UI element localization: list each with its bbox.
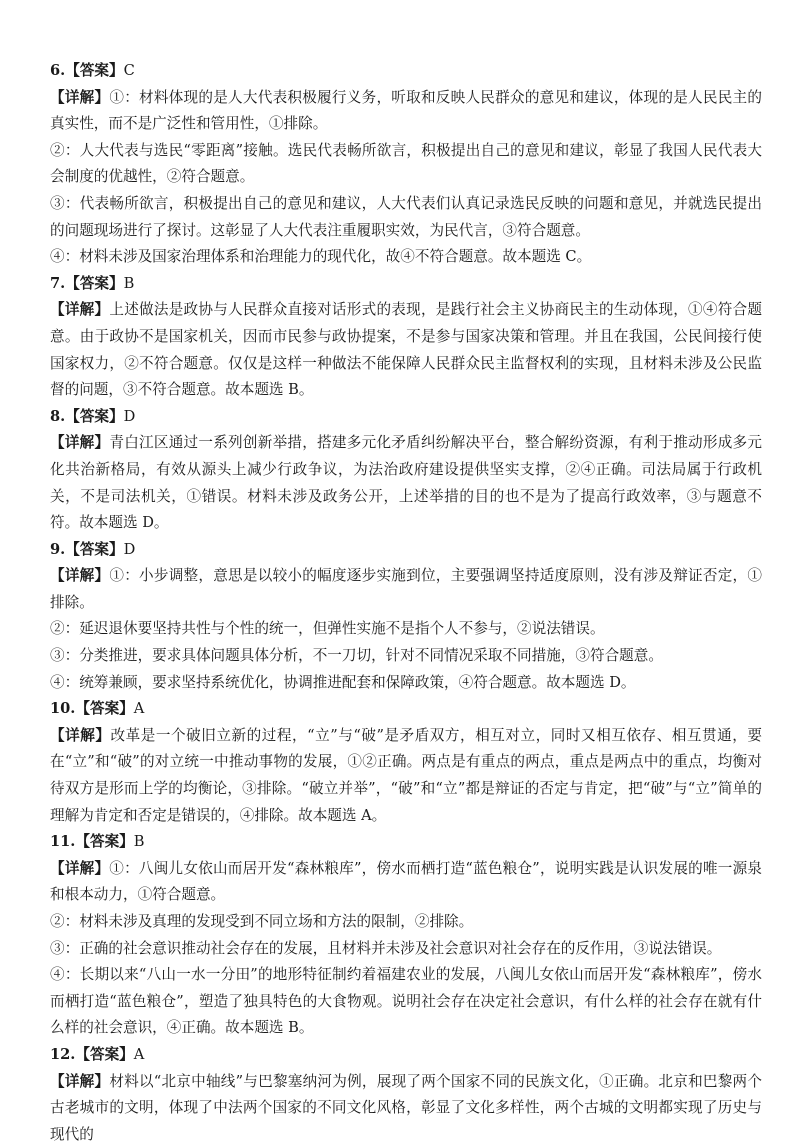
explanation-11-1 <box>50 856 762 909</box>
answer-value: D <box>123 407 136 425</box>
answer-value: D <box>123 540 136 558</box>
explanation-6-4 <box>50 244 762 271</box>
explanation-text: 上述做法是政协与人民群众直接对话形式的表现，是践行社会主义协商民主的生动体现，①④符合题意。由于政协不是国家机关，因而市民参与政协提案，不是参与国家决策和管理。并且在我国，公民间接行使国家权力，②不符合题意。仅仅是这样一种做法不能保障人民群众民主监督权利的实现，且材料未涉及公民监督的问题，③不符合题意。故本题选 B。 <box>50 301 762 399</box>
explanation-text: ②：材料未涉及真理的发现受到不同立场和方法的限制，②排除。 <box>50 913 474 930</box>
explanation-6-3 <box>50 191 762 244</box>
answer-explanation-page <box>50 58 762 1148</box>
answer-11 <box>50 829 762 856</box>
answer-value: B <box>123 274 135 292</box>
explanation-label: 【详解】 <box>50 301 110 319</box>
explanation-text: ①：八闽儿女依山而居开发“森林粮库”，傍水而栖打造“蓝色粮仓”，说明实践是认识发展的唯一源泉和根本动力，①符合题意。 <box>50 859 762 904</box>
answer-label: 12.【答案】 <box>50 1045 134 1063</box>
answer-label: 9.【答案】 <box>50 540 124 558</box>
answer-value: A <box>133 700 145 718</box>
answer-label: 7.【答案】 <box>50 274 124 292</box>
explanation-11-2 <box>50 909 762 936</box>
explanation-10 <box>50 723 762 829</box>
explanation-8 <box>50 430 762 536</box>
explanation-label: 【详解】 <box>50 1072 110 1090</box>
explanation-text: ①：材料体现的是人大代表积极履行义务，听取和反映人民群众的意见和建议，体现的是人民民主的真实性，而不是广泛性和管用性，①排除。 <box>50 88 762 133</box>
answer-label: 6.【答案】 <box>50 62 124 79</box>
explanation-text: 青白江区通过一系列创新举措，搭建多元化矛盾纠纷解决平台，整合解纷资源，有利于推动形成多元化共治新格局，有效从源头上减少行政争议，为法治政府建设提供坚实支撑，②④正确。司法局属于行政机关，不是司法机关，①错误。材料未涉及政务公开，上述举措的目的也不是为了提高行政效率，③与题意不符。故本题选 D。 <box>50 434 762 532</box>
explanation-9-4 <box>50 670 762 697</box>
answer-value: B <box>133 833 145 851</box>
explanation-label: 【详解】 <box>50 434 110 452</box>
explanation-text: ④：材料未涉及国家治理体系和治理能力的现代化，故④不符合题意。故本题选 C。 <box>50 248 592 266</box>
explanation-12 <box>50 1069 762 1148</box>
answer-10 <box>50 696 762 723</box>
explanation-text: 材料以“北京中轴线”与巴黎塞纳河为例，展现了两个国家不同的民族文化，①正确。北京和巴黎两个古老城市的文明，体现了中法两个国家的不同文化风格，彰显了文化多样性，两个古城的文明都实现了历史与现代的 <box>50 1072 762 1143</box>
explanation-text: ③：代表畅所欲言，积极提出自己的意见和建议，人大代表们认真记录选民反映的问题和意见，并就选民提出的问题现场进行了探讨。这彰显了人大代表注重履职实效，为民代言，③符合题意。 <box>50 194 762 239</box>
answer-8 <box>50 404 762 431</box>
explanation-text: 改革是一个破旧立新的过程，“立”与“破”是矛盾双方，相互对立，同时又相互依存、相互贯通，要在“立”和“破”的对立统一中推动事物的发展，①②正确。两点是有重点的两点，重点是两点中的重点，均衡对待双方是形而上学的均衡论，③排除。“破立并举”，“破”和“立”都是辩证的否定与肯定，把“破”与“立”简单的理解为肯定和否定是错误的，④排除。故本题选 A。 <box>50 726 762 824</box>
answer-label: 11.【答案】 <box>50 833 134 851</box>
answer-12 <box>50 1042 762 1069</box>
explanation-6-2 <box>50 138 762 191</box>
explanation-11-4 <box>50 962 762 1042</box>
explanation-6-1 <box>50 85 762 138</box>
answer-6 <box>50 58 762 85</box>
explanation-label: 【详解】 <box>50 567 110 585</box>
explanation-11-3 <box>50 936 762 963</box>
explanation-text: ③：分类推进，要求具体问题具体分析，不一刀切，针对不同情况采取不同措施，③符合题意。 <box>50 647 663 665</box>
explanation-label: 【详解】 <box>50 726 111 744</box>
explanation-7 <box>50 297 762 403</box>
answer-value: C <box>123 62 135 79</box>
explanation-text: ④：长期以来“八山一水一分田”的地形特征制约着福建农业的发展，八闽儿女依山而居开发“森林粮库”，傍水而栖打造“蓝色粮仓”，塑造了独具特色的大食物观。说明社会存在决定社会意识，有什么样的社会存在就有什么样的社会意识，④正确。故本题选 B。 <box>50 966 762 1037</box>
explanation-text: ②：人大代表与选民“零距离”接触。选民代表畅所欲言，积极提出自己的意见和建议，彰显了我国人民代表大会制度的优越性，②符合题意。 <box>50 141 762 186</box>
explanation-9-1 <box>50 563 762 616</box>
answer-9 <box>50 537 762 564</box>
explanation-9-3 <box>50 643 762 670</box>
explanation-text: ④：统筹兼顾，要求坚持系统优化，协调推进配套和保障政策，④符合题意。故本题选 D。 <box>50 673 636 691</box>
explanation-label: 【详解】 <box>50 859 110 877</box>
explanation-label: 【详解】 <box>50 88 110 106</box>
explanation-9-2 <box>50 616 762 643</box>
explanation-text: ③：正确的社会意识推动社会存在的发展，且材料并未涉及社会意识对社会存在的反作用，③说法错误。 <box>50 939 722 957</box>
explanation-text: ②：延迟退休要坚持共性与个性的统一，但弹性实施不是指个人不参与，②说法错误。 <box>50 620 605 638</box>
explanation-text: ①：小步调整，意思是以较小的幅度逐步实施到位，主要强调坚持适度原则，没有涉及辩证否定，①排除。 <box>50 567 762 611</box>
answer-label: 10.【答案】 <box>50 700 134 718</box>
answer-7 <box>50 271 762 298</box>
answer-value: A <box>133 1045 145 1063</box>
answer-label: 8.【答案】 <box>50 407 124 425</box>
